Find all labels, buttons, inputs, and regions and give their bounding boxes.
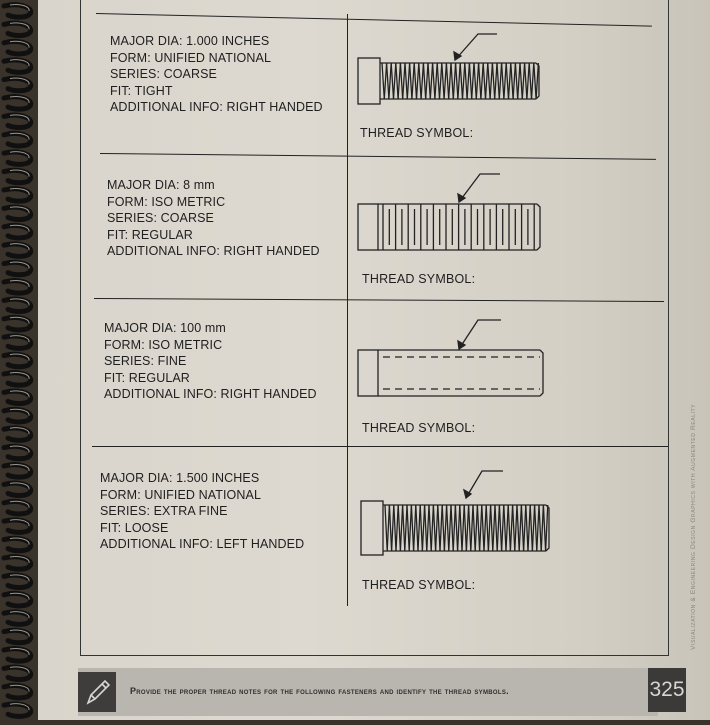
thread-line	[442, 63, 444, 99]
thread-line	[398, 505, 400, 551]
thread-line	[476, 63, 478, 99]
thread-line	[528, 505, 530, 551]
thread-line	[409, 505, 411, 551]
thread-line	[518, 63, 520, 99]
thread-line	[410, 63, 412, 99]
thread-line	[440, 63, 442, 99]
thread-line	[423, 63, 425, 99]
thread-line	[484, 505, 486, 551]
thread-line	[411, 505, 413, 551]
thread-line	[529, 63, 531, 99]
thread-line	[446, 63, 448, 99]
thread-line	[537, 505, 539, 551]
thread-line	[477, 505, 479, 551]
thread-line	[475, 505, 477, 551]
thread-line	[431, 505, 433, 551]
thread-line	[396, 505, 398, 551]
thread-line	[521, 505, 523, 551]
thread-line	[495, 505, 497, 551]
thread-line	[483, 63, 485, 99]
thread-line	[394, 505, 396, 551]
thread-line	[453, 63, 455, 99]
thread-line	[460, 505, 462, 551]
thread-line	[463, 63, 465, 99]
thread-line	[520, 63, 522, 99]
spec-block-1	[110, 33, 323, 116]
thread-line	[481, 63, 483, 99]
thread-line	[387, 505, 389, 551]
spec-block-4	[100, 470, 304, 553]
thread-line	[420, 505, 422, 551]
series: SERIES: EXTRA FINE	[100, 504, 228, 518]
thread-line	[535, 505, 537, 551]
thread-line	[532, 505, 534, 551]
thread-line	[522, 63, 524, 99]
thread-line	[428, 63, 430, 99]
column-divider	[347, 14, 348, 606]
thread-line	[495, 63, 497, 99]
thread-line	[391, 63, 393, 99]
thread-line	[467, 63, 469, 99]
spec-block-3	[104, 320, 317, 403]
thread-line	[400, 63, 402, 99]
thread-line	[455, 505, 457, 551]
thread-line	[513, 505, 515, 551]
thread-line	[451, 505, 453, 551]
series: SERIES: COARSE	[107, 211, 214, 225]
thread-line	[515, 505, 517, 551]
thread-line	[419, 63, 421, 99]
thread-line	[486, 505, 488, 551]
thread-line	[425, 505, 427, 551]
additional-info: ADDITIONAL INFO: RIGHT HANDED	[107, 244, 320, 258]
thread-line	[492, 63, 494, 99]
thread-line	[465, 63, 467, 99]
thread-line	[407, 63, 409, 99]
thread-line	[449, 63, 451, 99]
thread-line	[519, 505, 521, 551]
thread-line	[414, 505, 416, 551]
thread-line	[464, 505, 466, 551]
thread-line	[456, 63, 458, 99]
thread-line	[480, 505, 482, 551]
thread-line	[497, 505, 499, 551]
thread-line	[436, 505, 438, 551]
thread-line	[515, 63, 517, 99]
thread-symbol-label-2: THREAD SYMBOL:	[362, 272, 476, 286]
thread-line	[460, 63, 462, 99]
series: SERIES: FINE	[104, 354, 187, 368]
thread-line	[403, 505, 405, 551]
thread-line	[536, 63, 538, 99]
thread-line	[396, 63, 398, 99]
thread-line	[405, 505, 407, 551]
series: SERIES: COARSE	[110, 67, 217, 81]
fastener-drawing-3	[355, 315, 550, 400]
thread-line	[417, 63, 419, 99]
thread-line	[497, 63, 499, 99]
thread-line	[526, 505, 528, 551]
thread-line	[530, 505, 532, 551]
instruction-text: Provide the proper thread notes for the following fasteners and identify the thread symbols.	[130, 686, 509, 696]
thread-line	[511, 63, 513, 99]
fit: FIT: REGULAR	[104, 370, 190, 385]
thread-line	[504, 63, 506, 99]
thread-line	[458, 505, 460, 551]
thread-line	[414, 63, 416, 99]
form: FORM: ISO METRIC	[104, 337, 223, 352]
thread-line	[499, 505, 501, 551]
form: FORM: ISO METRIC	[107, 194, 226, 209]
thread-line	[437, 63, 439, 99]
thread-symbol-label-3: THREAD SYMBOL:	[362, 421, 476, 435]
thread-line	[510, 505, 512, 551]
row-divider-3	[92, 446, 668, 447]
thread-line	[469, 63, 471, 99]
thread-symbol-label-1: THREAD SYMBOL:	[360, 126, 474, 140]
thread-line	[427, 505, 429, 551]
thread-line	[382, 63, 384, 99]
thread-line	[389, 505, 391, 551]
thread-line	[473, 505, 475, 551]
thread-line	[405, 63, 407, 99]
thread-line	[493, 505, 495, 551]
thread-line	[534, 63, 536, 99]
thread-line	[421, 63, 423, 99]
thread-line	[502, 505, 504, 551]
thread-line	[416, 505, 418, 551]
thread-line	[407, 505, 409, 551]
thread-line	[506, 63, 508, 99]
additional-info: ADDITIONAL INFO: LEFT HANDED	[100, 537, 305, 551]
thread-line	[469, 505, 471, 551]
thread-line	[412, 63, 414, 99]
major-dia: MAJOR DIA: 1.000 INCHES	[110, 34, 270, 48]
thread-symbol-label-4: THREAD SYMBOL:	[362, 578, 476, 592]
thread-line	[449, 505, 451, 551]
thread-line	[389, 63, 391, 99]
thread-line	[472, 63, 474, 99]
thread-line	[517, 505, 519, 551]
fit: FIT: LOOSE	[100, 520, 169, 535]
thread-line	[482, 505, 484, 551]
thread-line	[422, 505, 424, 551]
thread-line	[488, 63, 490, 99]
thread-line	[513, 63, 515, 99]
thread-line	[440, 505, 442, 551]
thread-line	[543, 505, 545, 551]
thread-line	[451, 63, 453, 99]
form: FORM: UNIFIED NATIONAL	[100, 487, 262, 502]
form: FORM: UNIFIED NATIONAL	[110, 50, 272, 65]
thread-line	[430, 63, 432, 99]
thread-line	[466, 505, 468, 551]
major-dia: MAJOR DIA: 1.500 INCHES	[100, 471, 260, 485]
thread-line	[403, 63, 405, 99]
thread-line	[527, 63, 529, 99]
thread-line	[433, 505, 435, 551]
thread-line	[433, 63, 435, 99]
thread-line	[502, 63, 504, 99]
thread-line	[453, 505, 455, 551]
fastener-drawing-4	[358, 466, 553, 561]
thread-line	[398, 63, 400, 99]
thread-line	[504, 505, 506, 551]
fit: FIT: REGULAR	[107, 227, 193, 242]
thread-line	[429, 505, 431, 551]
major-dia: MAJOR DIA: 100 mm	[104, 321, 226, 335]
thread-line	[474, 63, 476, 99]
thread-line	[532, 63, 534, 99]
thread-line	[392, 505, 394, 551]
thread-line	[458, 63, 460, 99]
spiral-binding	[0, 0, 40, 720]
fit: FIT: TIGHT	[110, 83, 173, 98]
thread-line	[442, 505, 444, 551]
pencil-icon	[78, 672, 116, 712]
thread-line	[508, 505, 510, 551]
thread-line	[506, 505, 508, 551]
fastener-drawing-2	[355, 168, 545, 258]
thread-line	[541, 505, 543, 551]
thread-line	[539, 505, 541, 551]
additional-info: ADDITIONAL INFO: RIGHT HANDED	[104, 387, 317, 401]
fastener-drawing-1	[355, 28, 545, 108]
major-dia: MAJOR DIA: 8 mm	[107, 178, 215, 192]
thread-line	[435, 63, 437, 99]
thread-line	[525, 63, 527, 99]
thread-line	[479, 63, 481, 99]
thread-line	[499, 63, 501, 99]
book-title-sidebar	[686, 300, 706, 660]
thread-line	[471, 505, 473, 551]
thread-line	[400, 505, 402, 551]
thread-line	[384, 63, 386, 99]
book-title-text: Visualization & Engineering Design Graphics with Augmented Reality	[690, 403, 697, 650]
thread-line	[385, 505, 387, 551]
thread-line	[524, 505, 526, 551]
thread-line	[438, 505, 440, 551]
additional-info: ADDITIONAL INFO: RIGHT HANDED	[110, 100, 323, 114]
thread-line	[394, 63, 396, 99]
thread-line	[426, 63, 428, 99]
thread-line	[387, 63, 389, 99]
thread-line	[490, 63, 492, 99]
spec-block-2	[107, 177, 320, 260]
thread-line	[488, 505, 490, 551]
thread-line	[546, 505, 548, 551]
thread-line	[491, 505, 493, 551]
page-number: 325	[648, 668, 686, 712]
thread-line	[447, 505, 449, 551]
thread-line	[462, 505, 464, 551]
thread-line	[418, 505, 420, 551]
thread-line	[509, 63, 511, 99]
thread-line	[444, 63, 446, 99]
thread-line	[444, 505, 446, 551]
thread-line	[486, 63, 488, 99]
